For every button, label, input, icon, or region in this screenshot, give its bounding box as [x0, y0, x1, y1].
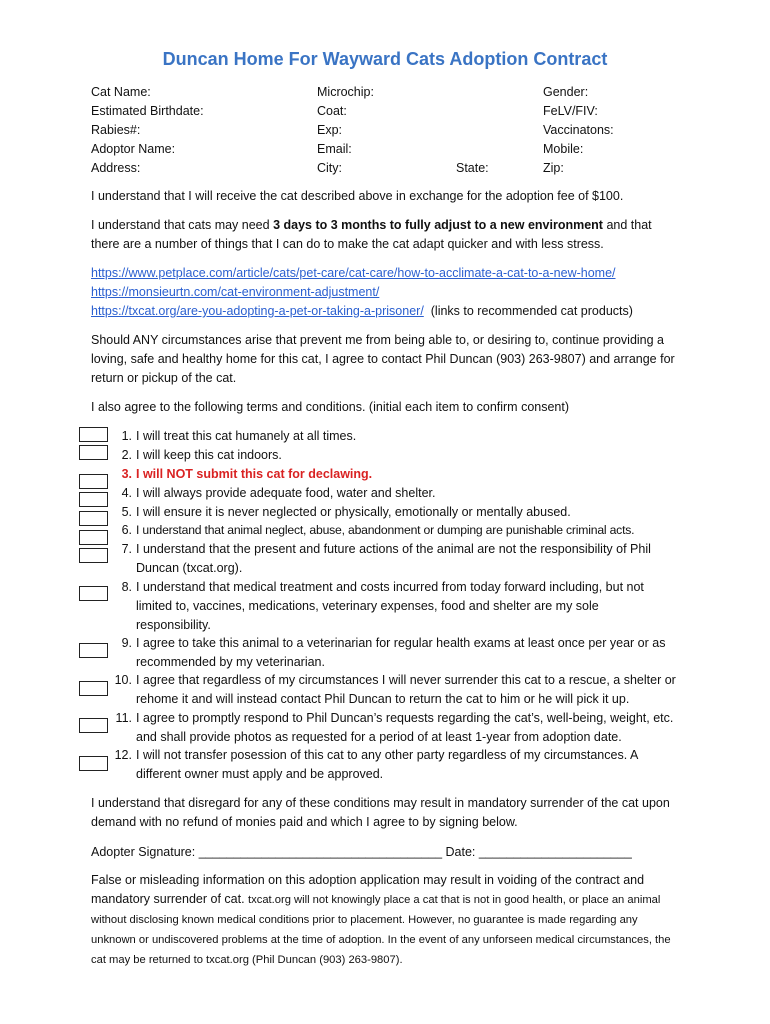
- circumstances-paragraph: Should ANY circumstances arise that prevent me from being able to, or desiring to, continue providing a loving, safe and healthy home for this cat, I agree to contact Phil Duncan (903) 263-9807) and arrange for return or pickup of the cat.: [91, 333, 675, 385]
- initial-box-6[interactable]: [79, 530, 108, 545]
- info-column-1: [91, 83, 204, 178]
- field-label: Cat Name:: [91, 85, 151, 99]
- term-text: I agree to take this animal to a veterinarian for regular health exams at least once per year or as recommended by my veterinarian.: [136, 636, 666, 669]
- term-number: 2.: [121, 448, 132, 462]
- terms-intro: I also agree to the following terms and conditions. (initial each item to confirm consent): [91, 400, 570, 414]
- initial-box-8[interactable]: [79, 586, 108, 601]
- initial-box-10[interactable]: [79, 681, 108, 696]
- page-title: Duncan Home For Wayward Cats Adoption Contract: [162, 49, 608, 69]
- term-text: I will treat this cat humanely at all times.: [136, 429, 357, 443]
- initial-box-11[interactable]: [79, 718, 108, 733]
- term-number: 12.: [114, 748, 132, 762]
- info-column-2: [317, 83, 374, 178]
- initial-box-12[interactable]: [79, 756, 108, 771]
- term-number: 9.: [121, 636, 132, 650]
- term-number: 10.: [114, 673, 132, 687]
- term-number: 3.: [121, 467, 132, 481]
- text-span: I understand that cats may need: [91, 218, 274, 232]
- term-text: I will ensure it is never neglected or physically, emotionally or mentally abused.: [136, 505, 571, 519]
- link-txcat[interactable]: https://txcat.org/are-you-adopting-a-pet-or-taking-a-prisoner/: [91, 304, 424, 318]
- field-label: Email:: [317, 142, 352, 156]
- initial-box-9[interactable]: [79, 643, 108, 658]
- footer-text: False or misleading information on this adoption application may result in voiding of the contract and mandatory surrender of cat.: [91, 873, 645, 906]
- links-block: [91, 264, 691, 321]
- term-text: I understand that animal neglect, abuse, abandonment or dumping are punishable criminal acts.: [136, 523, 635, 537]
- info-column-3: [543, 83, 614, 178]
- adoption-fee-paragraph: I understand that I will receive the cat described above in exchange for the adoption fee of $100.: [91, 189, 624, 203]
- field-label: Rabies#:: [91, 123, 141, 137]
- links-note: (links to recommended cat products): [430, 304, 633, 318]
- link-petplace[interactable]: https://www.petplace.com/article/cats/pet-care/cat-care/how-to-acclimate-a-cat-to-a-new-home/: [91, 266, 616, 280]
- field-label: FeLV/FIV:: [543, 104, 598, 118]
- term-text: I agree to promptly respond to Phil Duncan’s requests regarding the cat’s, well-being, weight, etc. and shall provide photos as requested for a period of at least 1-year from adoption date.: [136, 711, 674, 744]
- term-text: I will not transfer posession of this cat to any other party regardless of my circumstances. A different owner must apply and be approved.: [136, 748, 638, 781]
- field-label: Zip:: [543, 161, 564, 175]
- disregard-paragraph: I understand that disregard for any of these conditions may result in mandatory surrender of the cat upon demand with no refund of monies paid and which I agree to by signing below.: [91, 796, 670, 829]
- initial-box-1[interactable]: [79, 427, 108, 442]
- signature-line[interactable]: Adopter Signature: ___________________________________ Date: ______________________: [91, 845, 632, 859]
- field-label: Estimated Birthdate:: [91, 104, 204, 118]
- initial-box-4[interactable]: [79, 492, 108, 507]
- field-label: Address:: [91, 161, 141, 175]
- footer-small-text: txcat.org will not knowingly place a cat that is not in good health, or place an animal without disclosing known medical conditions prior to placement. However, no guarantee is made regarding any unknown or undiscovered problems at the time of adoption. In the event of any unforseen medical circumstances, the cat may be returned to txcat.org (Phil Duncan (903) 263-9807).: [91, 894, 671, 966]
- field-label: Adoptor Name:: [91, 142, 176, 156]
- link-monsieurtn[interactable]: https://monsieurtn.com/cat-environment-adjustment/: [91, 285, 380, 299]
- field-label: City:: [317, 161, 342, 175]
- term-number: 4.: [121, 486, 132, 500]
- term-text: I agree that regardless of my circumstances I will never surrender this cat to a rescue, a shelter or rehome it and will instead contact Phil Duncan to return the cat to him or he will pick it up.: [136, 673, 676, 706]
- bold-text: 3 days to 3 months to fully adjust to a new environment: [273, 218, 603, 232]
- term-number: 5.: [121, 505, 132, 519]
- term-number: 8.: [121, 580, 132, 594]
- field-label: Coat:: [317, 104, 347, 118]
- term-number: 7.: [121, 542, 132, 556]
- field-label: Gender:: [543, 85, 589, 99]
- term-number: 6.: [121, 523, 132, 537]
- term-number: 1.: [121, 429, 132, 443]
- term-text: I will always provide adequate food, water and shelter.: [136, 486, 436, 500]
- field-label: Vaccinatons:: [543, 123, 614, 137]
- term-text: I understand that medical treatment and costs incurred from today forward including, but not limited to, vaccines, medications, veterinary expenses, food and shelter are my sole responsibility.: [136, 580, 644, 632]
- state-label: State:: [456, 161, 489, 175]
- footer-disclaimer: [91, 871, 681, 970]
- field-label: Microchip:: [317, 85, 374, 99]
- term-text: I understand that the present and future actions of the animal are not the responsibility of Phil Duncan (txcat.org).: [136, 542, 651, 575]
- initial-box-5[interactable]: [79, 511, 108, 526]
- initial-box-2[interactable]: [79, 445, 108, 460]
- field-label: Mobile:: [543, 142, 584, 156]
- term-text: I will keep this cat indoors.: [136, 448, 282, 462]
- initial-box-7[interactable]: [79, 548, 108, 563]
- adjustment-paragraph: [91, 216, 676, 254]
- term-number: 11.: [115, 711, 132, 725]
- term-text: I will NOT submit this cat for declawing.: [136, 467, 373, 481]
- text-span: and that there are a number of things that I can do to make the cat adapt quicker and with less stress.: [91, 218, 652, 251]
- initial-box-3[interactable]: [79, 474, 108, 489]
- field-label: Exp:: [317, 123, 343, 137]
